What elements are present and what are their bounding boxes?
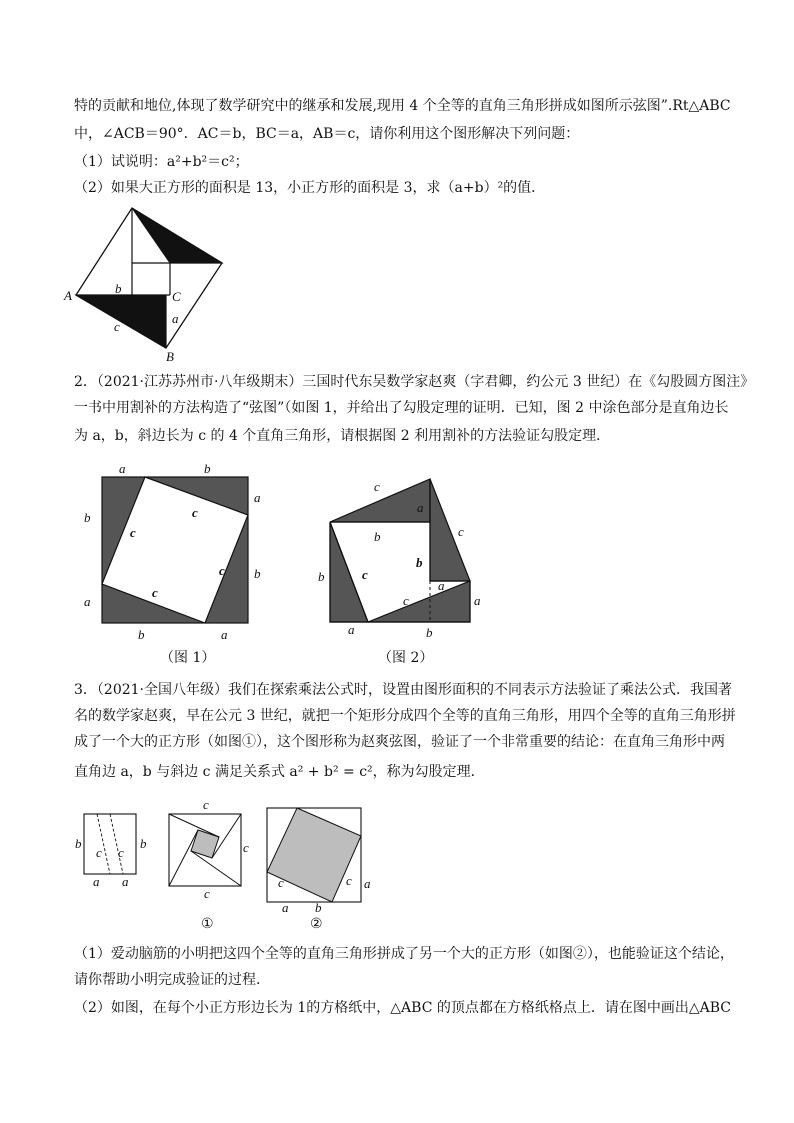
fig2-c-bold: c <box>362 567 368 582</box>
fig-1-c-bottom: c <box>204 886 210 901</box>
fig-2-b-bottom: b <box>315 900 322 915</box>
fig1-caption: （图 1） <box>160 650 216 666</box>
fig-2-a-bottom: a <box>282 900 289 915</box>
label-C: C <box>172 289 181 304</box>
shaded-triangle-top <box>132 208 222 263</box>
rect-b-left: b <box>75 836 82 851</box>
fig-1-c-top: c <box>203 797 209 812</box>
fig2-caption: （图 2） <box>378 650 434 666</box>
q2-line-3: 为 a，b，斜边长为 c 的 4 个直角三角形，请根据图 2 利用割补的方法验证勾股定理． <box>74 428 611 444</box>
q2-line-2: 一书中用割补的方法构造了“弦图”（如图 1，并给出了勾股定理的证明．已知，图 2 中涂色部分是直角边长 <box>74 400 729 416</box>
label-a: a <box>172 311 179 326</box>
fig2-right-c: c <box>458 524 464 539</box>
q3-line-4: 直角边 a，b 与斜边 c 满足关系式 a² + b² = c²，称为勾股定理． <box>74 764 485 780</box>
label-A: A <box>64 288 72 303</box>
fig2-small-a: a <box>438 578 445 593</box>
fig2-b-bold: b <box>416 555 423 570</box>
fig2-bottom-a: a <box>348 622 355 637</box>
fig-2-a-right: a <box>364 876 371 891</box>
fig2-top-c: c <box>374 479 380 494</box>
fig1-c-top: c <box>192 505 198 520</box>
fig-2-c-left: c <box>278 875 284 890</box>
fig1-bottom-b: b <box>138 627 145 642</box>
fig1-bottom-a: a <box>221 627 228 642</box>
fig1-c-right: c <box>219 563 225 578</box>
q3-line-1: 3．（2021·全国八年级）我们在探索乘法公式时，设置由图形面积的不同表示方法验证了乘法公式．我国著 <box>74 682 732 698</box>
label-c: c <box>114 319 120 334</box>
fig2-inner-b: b <box>374 529 381 544</box>
fig2-bottom-b: b <box>426 625 433 640</box>
q2-line-1: 2．（2021·江苏苏州市·八年级期末）三国时代东吴数学家赵爽（字君卿，约公元 3 世纪）在《勾股圆方图注》 <box>74 374 755 390</box>
fig2-small-c: c <box>403 593 409 608</box>
fig1-c-bottom: c <box>152 585 158 600</box>
fig-label-2: ② <box>310 916 323 932</box>
fig-1-c-right: c <box>243 840 249 855</box>
fig1-left-a: a <box>84 594 91 609</box>
q1-line-2: 中，∠ACB＝90°．AC＝b，BC＝a，AB＝c，请你利用这个图形解决下列问题： <box>74 126 580 142</box>
rect-c-right: c <box>118 845 124 860</box>
rect-c-left: c <box>96 845 102 860</box>
fig-label-1: ① <box>201 916 214 932</box>
rect-b-right: b <box>140 836 147 851</box>
q1-line-1: 特的贡献和地位,体现了数学研究中的继承和发展,现用 4 个全等的直角三角形拼成如图所示弦图”.Rt△ABC <box>74 98 731 114</box>
q3-sub2-line-1: （2）如图，在每个小正方形边长为 1的方格纸中，△ABC 的顶点都在方格纸格点上．请在图中画出△ABC <box>74 1000 731 1016</box>
q2-figure-1 <box>78 460 278 670</box>
fig1-right-b: b <box>254 566 261 581</box>
fig1-right-a: a <box>254 490 261 505</box>
q3-sub1-line-2: 请你帮助小明完成验证的过程． <box>74 972 270 988</box>
label-b: b <box>115 281 122 296</box>
fig1-c-left: c <box>130 525 136 540</box>
q1-sub-2: （2）如果大正方形的面积是 13，小正方形的面积是 3，求（a+b）²的值． <box>74 180 546 196</box>
fig2-inner-a: a <box>417 500 424 515</box>
fig2-right-a: a <box>474 593 481 608</box>
fig1-left-b: b <box>84 510 91 525</box>
q1-figure <box>60 205 260 365</box>
rect-a-bottom: a <box>93 874 100 889</box>
fig1-top-b: b <box>204 461 211 476</box>
q3-sub1-line-1: （1）爱动脑筋的小明把这四个全等的直角三角形拼成了另一个大的正方形（如图②），也能验证这个结论， <box>74 946 734 962</box>
q3-figures <box>70 796 390 936</box>
q3-line-3: 成了一个大的正方形（如图①），这个图形称为赵爽弦图，验证了一个非常重要的结论：在直角三角形中两 <box>74 734 725 750</box>
rect-a-right: a <box>122 874 129 889</box>
q3-line-2: 名的数学家赵爽，早在公元 3 世纪，就把一个矩形分成四个全等的直角三角形，用四个全等的直角三角形拼 <box>74 708 736 724</box>
q1-sub-1: （1）试说明：a²+b²＝c²； <box>74 154 249 170</box>
label-B: B <box>166 349 174 364</box>
fig2-left-b: b <box>318 569 325 584</box>
fig1-top-a: a <box>119 461 126 476</box>
fig-2-c-right: c <box>346 873 352 888</box>
q2-figure-2 <box>318 460 498 670</box>
